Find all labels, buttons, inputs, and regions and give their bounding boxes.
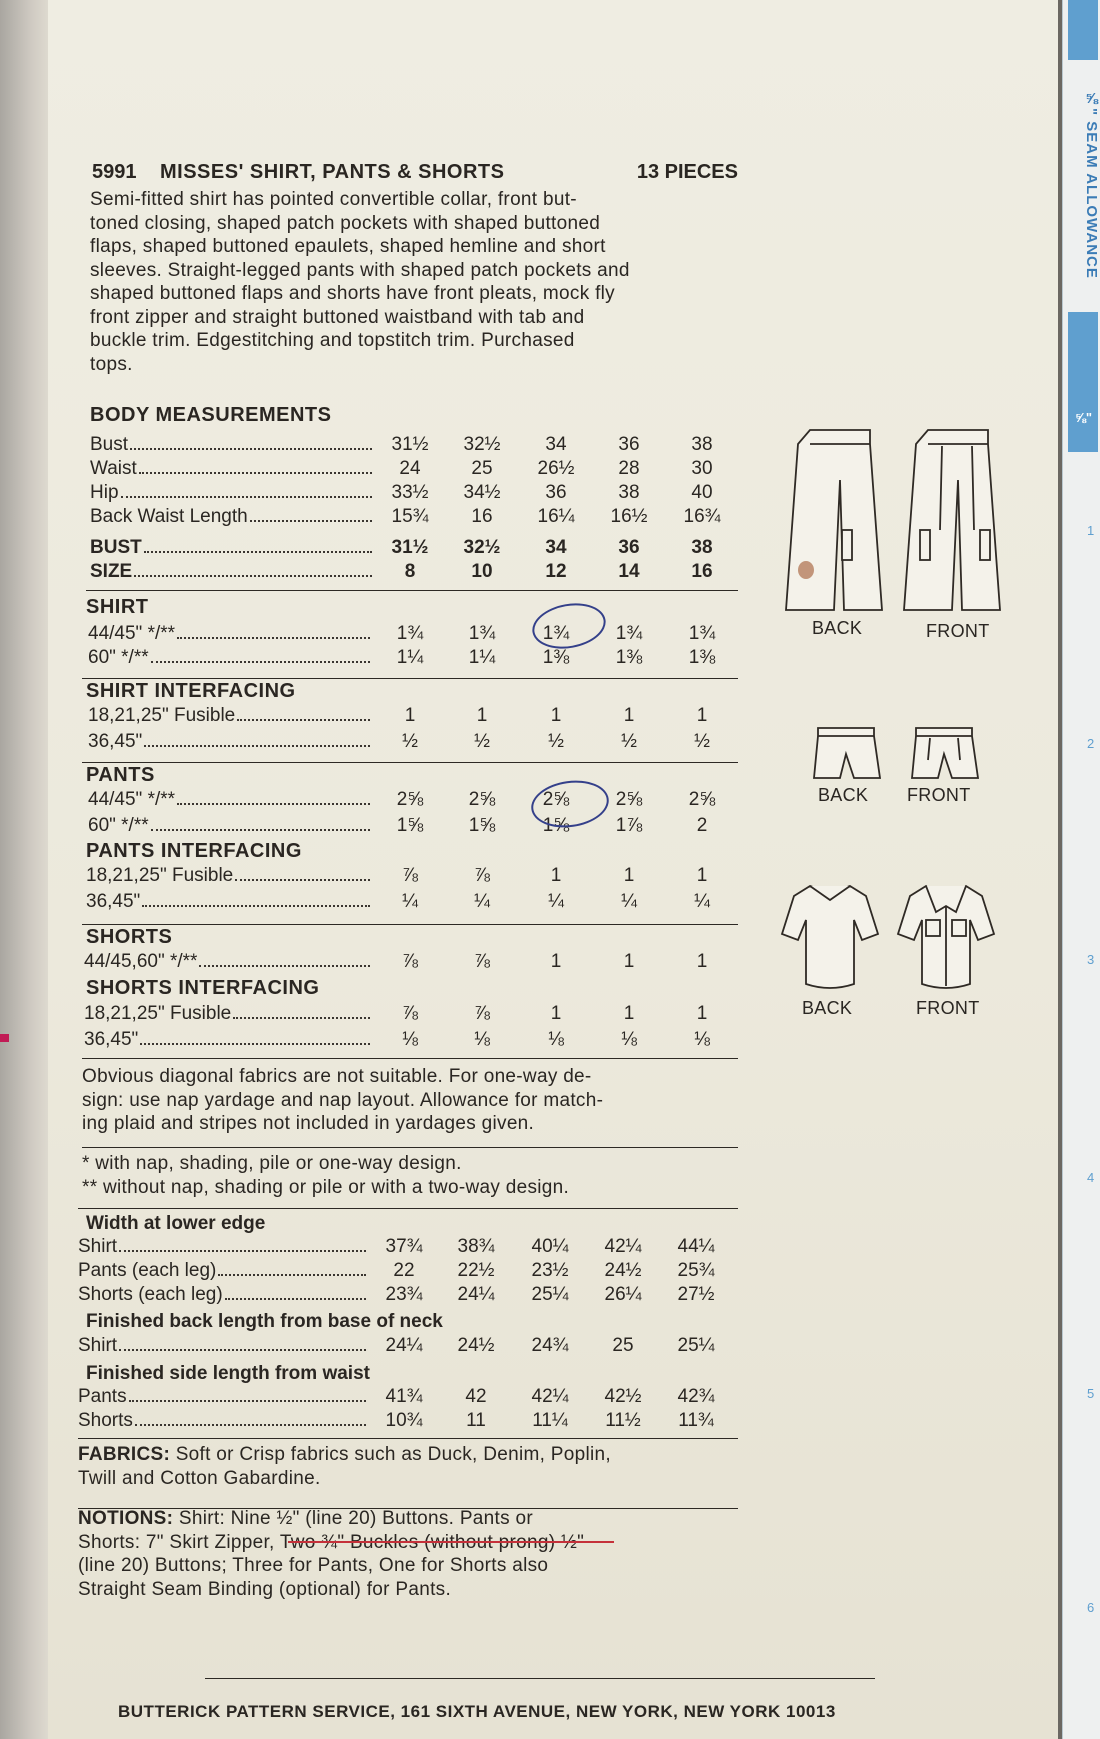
row-label: 36,45" [88, 731, 143, 752]
leader-dots [135, 1424, 366, 1426]
row-value: ⅞ [402, 1003, 418, 1024]
row-label: Back Waist Length [90, 506, 248, 527]
row-value: 40¼ [531, 1236, 569, 1257]
nap-note [82, 1152, 569, 1199]
yardage-heading: SHIRT INTERFACING [86, 680, 296, 702]
row-value: ½ [402, 731, 418, 752]
description-line: front zipper and straight buttoned waistband with tab and [90, 306, 585, 328]
row-value: 11 [466, 1410, 486, 1431]
row-value: 36 [545, 482, 567, 503]
description-line: tops. [90, 353, 133, 375]
row-value: 16½ [610, 506, 648, 527]
row-value: 24½ [604, 1260, 642, 1281]
leader-dots [144, 745, 370, 747]
footer-divider [205, 1678, 875, 1679]
leader-dots [199, 965, 370, 967]
row-value: 27½ [677, 1284, 715, 1305]
row-value: 24 [399, 458, 421, 479]
row-value: 1¼ [396, 647, 424, 668]
ruler-mark: ⅝" [1075, 410, 1093, 425]
divider [86, 590, 738, 591]
fabrics-text: Soft or Crisp fabrics such as Duck, Denim, Poplin, [170, 1444, 611, 1465]
row-value: 1⅜ [688, 647, 716, 668]
row-value: 22½ [457, 1260, 495, 1281]
divider [82, 678, 738, 679]
bust-row [0, 537, 760, 561]
row-value: 1 [550, 1003, 562, 1024]
row-value: 25¼ [531, 1284, 569, 1305]
row-value: 1¾ [688, 623, 716, 644]
leader-dots [250, 520, 372, 522]
row-value: 32½ [463, 537, 501, 558]
divider [82, 1058, 738, 1059]
row-value: 25¾ [677, 1260, 715, 1281]
row-value: 2⅝ [468, 789, 496, 810]
row-value: 2⅝ [542, 789, 570, 810]
row-label: 36,45" [84, 1029, 139, 1050]
finished-row [0, 1410, 760, 1434]
leader-dots [119, 1349, 366, 1351]
row-value: 16¼ [537, 506, 575, 527]
measurement-row [0, 482, 760, 506]
row-value: 22 [393, 1260, 415, 1281]
row-value: 1⅞ [615, 815, 643, 836]
row-label: 44/45,60" */** [84, 951, 198, 972]
shirt-illustration [780, 876, 1000, 996]
row-value: 1¾ [396, 623, 424, 644]
row-value: 2⅝ [688, 789, 716, 810]
row-value: 1 [550, 951, 562, 972]
yardage-row [0, 1029, 760, 1053]
row-value: 1 [404, 705, 416, 726]
yardage-row [0, 647, 760, 671]
row-value: 8 [404, 561, 416, 582]
leader-dots [235, 879, 370, 881]
row-value: 1 [476, 705, 488, 726]
row-label: BUST [90, 537, 142, 558]
yardage-row [0, 705, 760, 729]
yardage-row [0, 815, 760, 839]
row-value: 11¼ [532, 1410, 568, 1431]
row-value: ¼ [621, 891, 637, 912]
row-value: 1 [623, 865, 635, 886]
description-line: Semi-fitted shirt has pointed convertible collar, front but- [90, 189, 577, 210]
row-value: 1 [696, 1003, 708, 1024]
row-value: ½ [621, 731, 637, 752]
row-value: 1 [696, 865, 708, 886]
yardage-row [0, 1003, 760, 1027]
pattern-number: 5991 [92, 161, 137, 183]
ruler-text: ⅝" SEAM ALLOWANCE [1083, 90, 1100, 279]
row-label: Pants (each leg) [78, 1260, 217, 1281]
row-label: 44/45" */** [88, 623, 176, 644]
ruler-band-top [1068, 0, 1098, 60]
row-value: 30 [691, 458, 713, 479]
leader-dots [119, 1250, 366, 1252]
ruler-number: 3 [1087, 952, 1095, 967]
row-value: 2⅝ [615, 789, 643, 810]
row-value: ⅛ [474, 1029, 490, 1050]
yardage-heading: SHORTS [86, 926, 173, 948]
divider [82, 924, 738, 925]
row-label: Shorts (each leg) [78, 1284, 223, 1305]
notions-text: Straight Seam Binding (optional) for Pants. [78, 1578, 452, 1600]
divider [78, 1438, 738, 1439]
pants-illustration [780, 420, 1020, 620]
fabrics-text: Twill and Cotton Gabardine. [78, 1467, 321, 1489]
width-heading: Width at lower edge [86, 1213, 266, 1234]
leader-dots [237, 719, 370, 721]
row-value: 1⅝ [542, 815, 570, 836]
yardage-row [0, 623, 760, 647]
row-value: ⅞ [474, 1003, 490, 1024]
ruler-band-mid [1068, 312, 1098, 452]
note-line: Obvious diagonal fabrics are not suitable. For one-way de- [82, 1066, 592, 1087]
row-value: 24¼ [385, 1335, 423, 1356]
row-value: 25¼ [677, 1335, 715, 1356]
row-value: 1¾ [468, 623, 496, 644]
leader-dots [225, 1298, 366, 1300]
row-value: 37¾ [385, 1236, 423, 1257]
row-label: Shirt [78, 1335, 118, 1356]
leader-dots [218, 1274, 366, 1276]
pattern-name: MISSES' SHIRT, PANTS & SHORTS [160, 161, 505, 183]
divider [82, 1147, 738, 1148]
description-line: buckle trim. Edgestitching and topstitch trim. Purchased [90, 330, 575, 351]
leader-dots [151, 661, 370, 663]
leader-dots [144, 551, 372, 553]
pattern-title [92, 161, 738, 185]
diagonal-note [82, 1065, 603, 1136]
row-value: ⅛ [548, 1029, 564, 1050]
row-value: 1 [696, 951, 708, 972]
measurement-row [0, 434, 760, 458]
description-line: shaped buttoned flaps and shorts have front pleats, mock fly [90, 283, 615, 304]
row-value: ⅞ [402, 951, 418, 972]
row-value: 24¼ [457, 1284, 495, 1305]
shirt-front-label: FRONT [916, 998, 980, 1018]
row-value: 36 [618, 537, 640, 558]
row-value: 14 [618, 561, 640, 582]
yardage-row [0, 865, 760, 889]
row-value: ⅞ [474, 865, 490, 886]
notions-section [78, 1507, 584, 1601]
row-label: 36,45" [86, 891, 141, 912]
row-value: ⅛ [694, 1029, 710, 1050]
leader-dots [233, 1017, 370, 1019]
row-value: 1 [623, 951, 635, 972]
body-measurements-heading: BODY MEASUREMENTS [90, 404, 332, 426]
leader-dots [177, 803, 370, 805]
leader-dots [130, 448, 372, 450]
fabrics-section [78, 1443, 611, 1490]
row-value: 10¾ [385, 1410, 423, 1431]
seam-allowance-ruler [1062, 0, 1100, 1739]
row-value: 32½ [463, 434, 501, 455]
description-line: sleeves. Straight-legged pants with shaped patch pockets and [90, 259, 630, 281]
leader-dots [151, 829, 370, 831]
row-value: ⅛ [621, 1029, 637, 1050]
finished-row [0, 1335, 760, 1359]
leader-dots [140, 1043, 370, 1045]
pattern-description [90, 188, 630, 376]
leader-dots [139, 472, 372, 474]
row-value: 1 [696, 705, 708, 726]
row-value: ½ [694, 731, 710, 752]
row-value: 38 [691, 537, 713, 558]
row-value: 1¼ [468, 647, 496, 668]
row-value: ½ [474, 731, 490, 752]
note-line: ** without nap, shading or pile or with a two-way design. [82, 1176, 570, 1198]
divider [82, 762, 738, 763]
notions-text: (line 20) Buttons; Three for Pants, One for Shorts also [78, 1555, 549, 1576]
row-value: 41¾ [385, 1386, 423, 1407]
row-value: 40 [691, 482, 713, 503]
shirt-back-label: BACK [802, 998, 853, 1018]
row-label: Shirt [78, 1236, 118, 1257]
row-value: 42¼ [604, 1236, 642, 1257]
row-value: 10 [471, 561, 493, 582]
row-value: 42¼ [531, 1386, 569, 1407]
row-label: 60" */** [88, 647, 149, 668]
row-value: 16 [691, 561, 713, 582]
row-value: 23½ [531, 1260, 569, 1281]
shorts-back-label: BACK [818, 785, 869, 805]
row-value: ¼ [694, 891, 710, 912]
yardage-heading: SHORTS INTERFACING [86, 977, 320, 999]
leader-dots [142, 905, 370, 907]
shorts-front-label: FRONT [907, 785, 971, 805]
row-value: 15¾ [391, 506, 429, 527]
row-label: Hip [90, 482, 119, 503]
row-value: 1 [550, 705, 562, 726]
row-value: 1 [550, 865, 562, 886]
row-value: 26¼ [604, 1284, 642, 1305]
pants-back-label: BACK [812, 618, 863, 638]
measurement-row [0, 458, 760, 482]
leader-dots [134, 575, 372, 577]
row-label: Pants [78, 1386, 127, 1407]
row-value: 1 [623, 705, 635, 726]
row-label: Shorts [78, 1410, 133, 1431]
row-value: 38 [618, 482, 640, 503]
ruler-number: 5 [1087, 1386, 1095, 1401]
back-length-heading: Finished back length from base of neck [86, 1311, 443, 1332]
row-value: 38¾ [457, 1236, 495, 1257]
ruler-number: 1 [1087, 523, 1095, 538]
note-line: ing plaid and stripes not included in yardages given. [82, 1113, 535, 1134]
row-value: 28 [618, 458, 640, 479]
publisher-address: BUTTERICK PATTERN SERVICE, 161 SIXTH AVENUE, NEW YORK, NEW YORK 10013 [118, 1702, 836, 1721]
row-value: 25 [471, 458, 493, 479]
description-line: toned closing, shaped patch pockets with shaped buttoned [90, 212, 601, 234]
row-value: 1¾ [542, 623, 570, 644]
red-pen-underline [288, 1541, 614, 1543]
row-value: ¼ [474, 891, 490, 912]
row-value: 33½ [391, 482, 429, 503]
yardage-heading: PANTS [86, 764, 155, 786]
row-value: 11½ [605, 1410, 641, 1431]
row-value: 26½ [537, 458, 575, 479]
measurement-row [0, 506, 760, 530]
notions-label: NOTIONS: [78, 1508, 174, 1529]
row-value: 16 [471, 506, 493, 527]
ruler-number: 6 [1087, 1600, 1095, 1615]
row-value: 36 [618, 434, 640, 455]
finished-row [0, 1386, 760, 1410]
side-length-heading: Finished side length from waist [86, 1363, 370, 1384]
row-value: 44¼ [677, 1236, 715, 1257]
leader-dots [129, 1400, 366, 1402]
row-label: 18,21,25" Fusible [86, 865, 234, 886]
row-value: 2 [696, 815, 708, 836]
row-value: 34½ [463, 482, 501, 503]
ruler-number: 2 [1087, 736, 1095, 751]
pants-front-label: FRONT [926, 621, 990, 641]
yardage-row [0, 731, 760, 755]
pattern-pieces: 13 PIECES [636, 161, 738, 183]
leader-dots [177, 637, 370, 639]
row-value: 1¾ [615, 623, 643, 644]
divider [78, 1208, 738, 1209]
row-value: ⅛ [402, 1029, 418, 1050]
yardage-row [0, 951, 760, 975]
row-value: ¼ [402, 891, 418, 912]
description-line: flaps, shaped buttoned epaulets, shaped hemline and short [90, 236, 606, 257]
yardage-row [0, 891, 760, 915]
row-value: 31½ [391, 434, 429, 455]
leader-dots [121, 496, 372, 498]
yardage-heading: SHIRT [86, 596, 149, 618]
row-label: Waist [90, 458, 137, 479]
row-label: Bust [90, 434, 129, 455]
row-value: 1⅝ [396, 815, 424, 836]
notions-text: Shorts: 7" Skirt Zipper, Two ¾" Buckles (without prong) ½" [78, 1531, 585, 1553]
row-value: 1 [623, 1003, 635, 1024]
ruler-number: 4 [1087, 1170, 1095, 1185]
note-line: sign: use nap yardage and nap layout. Allowance for match- [82, 1089, 604, 1111]
row-value: 34 [545, 537, 567, 558]
row-value: 42¾ [677, 1386, 715, 1407]
row-label: 44/45" */** [88, 789, 176, 810]
finished-row [0, 1284, 760, 1308]
row-label: SIZE [90, 561, 133, 582]
fabrics-label: FABRICS: [78, 1444, 171, 1465]
finished-row [0, 1260, 760, 1284]
row-value: 23¾ [385, 1284, 423, 1305]
row-value: ½ [548, 731, 564, 752]
notions-text: Shirt: Nine ½" (line 20) Buttons. Pants or [173, 1508, 533, 1529]
row-value: ⅞ [474, 951, 490, 972]
row-value: 31½ [391, 537, 429, 558]
row-value: 1⅜ [542, 647, 570, 668]
row-value: 34 [545, 434, 567, 455]
row-value: 25 [612, 1335, 634, 1356]
finished-row [0, 1236, 760, 1260]
row-value: 12 [545, 561, 567, 582]
shorts-illustration [810, 724, 990, 784]
yardage-heading: PANTS INTERFACING [86, 840, 302, 862]
size-row [0, 561, 760, 585]
row-value: ⅞ [402, 865, 418, 886]
row-value: 42½ [604, 1386, 642, 1407]
row-label: 18,21,25" Fusible [84, 1003, 232, 1024]
row-value: 42 [465, 1386, 487, 1407]
row-value: 38 [691, 434, 713, 455]
row-value: 24¾ [531, 1335, 569, 1356]
row-value: 2⅝ [396, 789, 424, 810]
note-line: * with nap, shading, pile or one-way design. [82, 1153, 462, 1174]
row-label: 18,21,25" Fusible [88, 705, 236, 726]
yardage-row [0, 789, 760, 813]
row-value: 16¾ [683, 506, 721, 527]
row-value: 11¾ [678, 1410, 714, 1431]
row-value: ¼ [548, 891, 564, 912]
row-value: 24½ [457, 1335, 495, 1356]
row-value: 1⅝ [468, 815, 496, 836]
row-label: 60" */** [88, 815, 149, 836]
row-value: 1⅜ [615, 647, 643, 668]
